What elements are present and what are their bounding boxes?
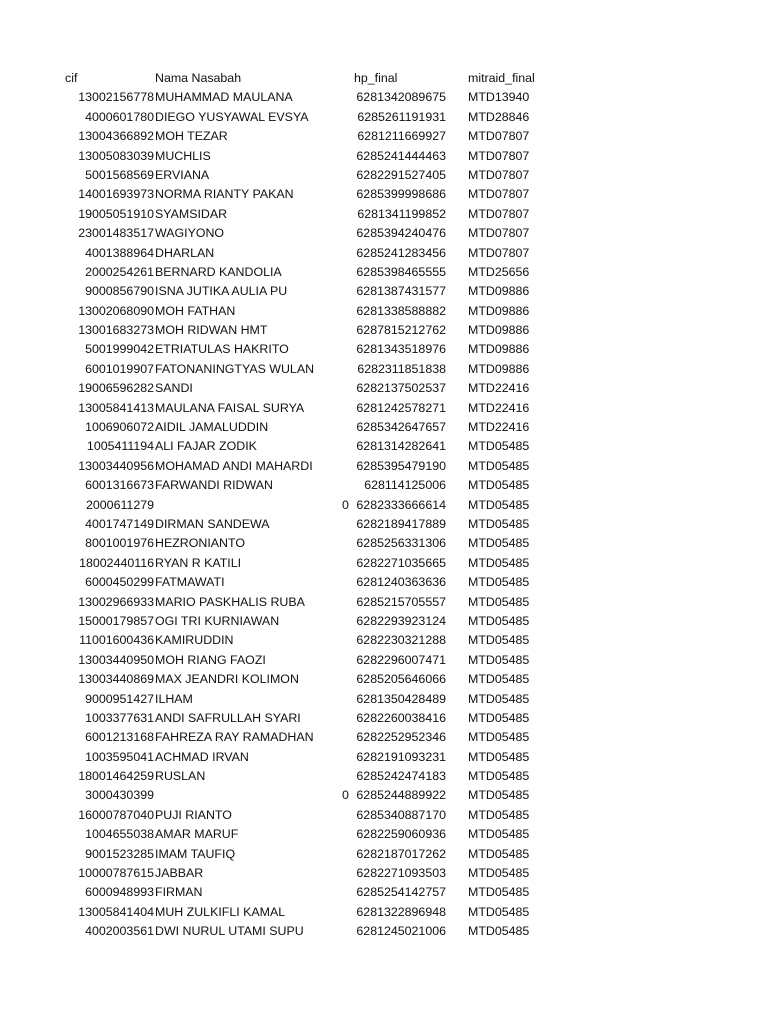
nama-nasabah-cell: AMAR MARUF [155,827,239,842]
hp-final-cell: 6282230321288 [356,633,446,648]
mitraid-final-cell: MTD05485 [468,710,530,725]
table-row [0,147,768,166]
table-row [0,786,768,805]
mitraid-final-cell: MTD05485 [468,924,530,939]
cif-cell: 13002068090 [78,303,154,318]
table-body [0,88,768,941]
cif-cell: 13001683273 [78,323,154,338]
hp-final-cell: 628114125006 [364,478,446,493]
hp-final-cell: 6285342647657 [356,420,446,435]
hp-final-cell: 6282311851838 [357,361,446,376]
cif-cell: 18001464259 [78,769,154,784]
nama-nasabah-cell: MAULANA FAISAL SURYA [155,400,305,415]
cif-cell: 19006596282 [78,381,154,396]
hp-final-cell: 6285398465555 [356,264,446,279]
mitraid-final-cell: MTD09886 [468,323,530,338]
cif-cell: 4001747149 [85,516,154,531]
table-row [0,631,768,650]
mitraid-final-cell: MTD05485 [468,497,530,512]
mitraid-final-cell: MTD05485 [468,904,530,919]
cif-cell: 13005083039 [78,148,154,163]
mitraid-final-cell: MTD22416 [468,400,530,415]
table-row [0,166,768,185]
nama-nasabah-cell: MARIO PASKHALIS RUBA [155,594,305,609]
cif-cell: 5001568569 [85,167,154,182]
hp-final-cell: 6285395479190 [356,458,446,473]
hp-final-cell: 6285399998686 [356,187,446,202]
header-hp-final: hp_final [354,71,398,85]
table-row [0,224,768,243]
hp-final-cell: 6282252952346 [356,730,446,745]
cif-cell: 18002440116 [79,555,154,570]
cif-cell: 1003377631 [85,710,154,725]
cif-cell: 9000951427 [85,691,154,706]
table-row [0,883,768,902]
table-row [0,302,768,321]
table-row [0,418,768,437]
table-row [0,690,768,709]
hp-final-cell: 6281322896948 [356,904,446,919]
cif-cell: 4000601780 [85,109,154,124]
mitraid-final-cell: MTD07807 [468,245,530,260]
customer-table [0,69,768,942]
table-row [0,282,768,301]
mitraid-final-cell: MTD05485 [468,439,530,454]
hp-final-cell: 6285256331306 [356,536,446,551]
nama-nasabah-cell: DHARLAN [155,245,215,260]
hp-final-cell: 6281211669927 [357,129,446,144]
mitraid-final-cell: MTD05485 [468,691,530,706]
mitraid-final-cell: MTD05485 [468,516,530,531]
hp-final-cell: 6282191093231 [356,749,446,764]
hp-final-cell: 6285394240476 [356,226,446,241]
cif-cell: 13005841413 [78,400,154,415]
mitraid-final-cell: MTD22416 [468,420,530,435]
cif-cell: 4001388964 [85,245,154,260]
cif-cell: 9001523285 [85,846,154,861]
cif-cell: 1004655038 [85,827,154,842]
mitraid-final-cell: MTD05485 [468,478,530,493]
nama-nasabah-cell: OGI TRI KURNIAWAN [155,613,280,628]
nama-nasabah-cell: MOH TEZAR [155,129,228,144]
mitraid-final-cell: MTD09886 [468,303,530,318]
mitraid-final-cell: MTD05485 [468,536,530,551]
mitraid-final-cell: MTD05485 [468,730,530,745]
nama-nasabah-cell: IMAM TAUFIQ [155,846,236,861]
cif-cell: 1006906072 [85,420,154,435]
mitraid-final-cell: MTD07807 [468,206,530,221]
hp-final-cell: 6281350428489 [356,691,446,706]
table-row [0,534,768,553]
header-nama-nasabah: Nama Nasabah [155,71,242,85]
hp-final-cell: 6285340887170 [356,807,446,822]
nama-nasabah-cell: FIRMAN [155,885,203,900]
nama-nasabah-cell: MOHAMAD ANDI MAHARDI [155,458,313,473]
hp-final-cell: 6287815212762 [356,323,446,338]
hp-final-cell: 6281314282641 [356,439,446,454]
mitraid-final-cell: MTD05485 [468,458,530,473]
table-row [0,593,768,612]
hp-final-cell: 6282259060936 [356,827,446,842]
hp-final-cell: 6285244889922 [356,788,446,803]
nama-nasabah-cell: DIRMAN SANDEWA [155,516,270,531]
mitraid-final-cell: MTD05485 [468,749,530,764]
mitraid-final-cell: MTD22416 [468,381,530,396]
nama-nasabah-cell: MUCHLIS [155,148,211,163]
cif-cell: 23001483517 [78,226,154,241]
mitraid-final-cell: MTD05485 [468,594,530,609]
table-row [0,922,768,941]
mitraid-final-cell: MTD05485 [468,885,530,900]
nama-nasabah-cell: MUHAMMAD MAULANA [155,90,293,105]
mitraid-final-cell: MTD07807 [468,226,530,241]
nama-nasabah-cell: MUH ZULKIFLI KAMAL [155,904,286,919]
hp-final-cell: 6285241283456 [356,245,446,260]
zero-value-cell: 0 [342,497,349,512]
cif-cell: 13002966933 [78,594,154,609]
nama-nasabah-cell: ACHMAD IRVAN [155,749,249,764]
cif-cell: 13005841404 [78,904,154,919]
cif-cell: 5001999042 [85,342,154,357]
hp-final-cell: 6282271035665 [356,555,446,570]
mitraid-final-cell: MTD05485 [468,652,530,667]
nama-nasabah-cell: ALI FAJAR ZODIK [155,439,257,454]
mitraid-final-cell: MTD28846 [468,109,530,124]
cif-cell: 13004366892 [78,129,154,144]
table-row [0,399,768,418]
hp-final-cell: 6281341199852 [357,206,446,221]
nama-nasabah-cell: MOH FATHAN [155,303,236,318]
nama-nasabah-cell: FATMAWATI [155,575,225,590]
hp-final-cell: 6282293923124 [356,613,446,628]
nama-nasabah-cell: BERNARD KANDOLIA [155,264,282,279]
nama-nasabah-cell: ANDI SAFRULLAH SYARI [155,710,301,725]
hp-final-cell: 6281387431577 [356,284,446,299]
table-row [0,379,768,398]
table-row [0,244,768,263]
table-row [0,767,768,786]
cif-cell: 6000450299 [85,575,154,590]
table-row [0,496,768,515]
mitraid-final-cell: MTD07807 [468,167,530,182]
hp-final-cell: 6282296007471 [356,652,446,667]
hp-final-cell: 6281242578271 [356,400,446,415]
nama-nasabah-cell: ERVIANA [155,167,210,182]
table-row [0,554,768,573]
nama-nasabah-cell: ISNA JUTIKA AULIA PU [155,284,288,299]
mitraid-final-cell: MTD05485 [468,672,530,687]
cif-cell: 1005411194 [86,439,154,454]
table-row [0,825,768,844]
hp-final-cell: 6282189417889 [356,516,446,531]
mitraid-final-cell: MTD05485 [468,807,530,822]
nama-nasabah-cell: MAX JEANDRI KOLIMON [155,672,299,687]
mitraid-final-cell: MTD07807 [468,148,530,163]
nama-nasabah-cell: FARWANDI RIDWAN [155,478,273,493]
mitraid-final-cell: MTD05485 [468,613,530,628]
cif-cell: 4002003561 [85,924,154,939]
nama-nasabah-cell: HEZRONIANTO [155,536,245,551]
hp-final-cell: 6285261191931 [357,109,446,124]
nama-nasabah-cell: FAHREZA RAY RAMADHAN [155,730,314,745]
table-row [0,360,768,379]
nama-nasabah-cell: NORMA RIANTY PAKAN [155,187,294,202]
nama-nasabah-cell: MOH RIANG FAOZI [155,652,266,667]
cif-cell: 6001213168 [85,730,154,745]
table-row [0,728,768,747]
cif-cell: 6001316673 [85,478,154,493]
mitraid-final-cell: MTD09886 [468,361,530,376]
table-row [0,864,768,883]
nama-nasabah-cell: WAGIYONO [155,226,225,241]
table-row [0,476,768,495]
hp-final-cell: 6281343518976 [356,342,446,357]
cif-cell: 6001019907 [85,361,154,376]
mitraid-final-cell: MTD09886 [468,342,530,357]
hp-final-cell: 6285205646066 [356,672,446,687]
cif-cell: 10000787615 [78,866,154,881]
nama-nasabah-cell: SYAMSIDAR [155,206,228,221]
cif-cell: 1003595041 [85,749,154,764]
header-cif: cif [65,71,78,85]
nama-nasabah-cell: ETRIATULAS HAKRITO [155,342,289,357]
table-row [0,515,768,534]
nama-nasabah-cell: RYAN R KATILI [155,555,242,570]
cif-cell: 3000430399 [85,788,154,803]
table-row [0,340,768,359]
mitraid-final-cell: MTD05485 [468,846,530,861]
hp-final-cell: 6282271093503 [356,866,446,881]
mitraid-final-cell: MTD05485 [468,555,530,570]
cif-cell: 19005051910 [78,206,154,221]
table-row [0,806,768,825]
mitraid-final-cell: MTD05485 [468,866,530,881]
table-row [0,127,768,146]
mitraid-final-cell: MTD05485 [468,633,530,648]
cif-cell: 2000611279 [86,497,154,512]
nama-nasabah-cell: DIEGO YUSYAWAL EVSYA [155,109,309,124]
table-row [0,205,768,224]
hp-final-cell: 6285215705557 [356,594,446,609]
mitraid-final-cell: MTD05485 [468,769,530,784]
cif-cell: 16000787040 [78,807,154,822]
table-row [0,651,768,670]
table-row [0,108,768,127]
nama-nasabah-cell: PUJI RIANTO [155,807,232,822]
nama-nasabah-cell: JABBAR [155,866,204,881]
nama-nasabah-cell: FATONANINGTYAS WULAN [155,361,315,376]
table-row [0,457,768,476]
nama-nasabah-cell: MOH RIDWAN HMT [155,323,268,338]
cif-cell: 13003440950 [78,652,154,667]
table-row [0,321,768,340]
hp-final-cell: 6285241444463 [356,148,446,163]
hp-final-cell: 6285242474183 [356,769,446,784]
hp-final-cell: 6282291527405 [356,167,446,182]
nama-nasabah-cell: KAMIRUDDIN [155,633,234,648]
header-mitraid-final: mitraid_final [468,71,535,85]
header-row [0,69,768,88]
cif-cell: 11001600436 [79,633,154,648]
mitraid-final-cell: MTD05485 [468,827,530,842]
mitraid-final-cell: MTD25656 [468,264,530,279]
cif-cell: 13003440869 [78,672,154,687]
table-row [0,573,768,592]
cif-cell: 8001001976 [85,536,154,551]
table-row [0,845,768,864]
hp-final-cell: 6281338588882 [356,303,446,318]
hp-final-cell: 6282333666614 [356,497,446,512]
cif-cell: 6000948993 [85,885,154,900]
hp-final-cell: 6282187017262 [356,846,446,861]
cif-cell: 15000179857 [78,613,154,628]
table-row [0,709,768,728]
table-row [0,612,768,631]
nama-nasabah-cell: SANDI [155,381,193,396]
mitraid-final-cell: MTD13940 [468,90,530,105]
nama-nasabah-cell: ILHAM [155,691,193,706]
table-row [0,185,768,204]
cif-cell: 2000254261 [85,264,154,279]
hp-final-cell: 6281245021006 [356,924,446,939]
hp-final-cell: 6282260038416 [356,710,446,725]
table-row [0,437,768,456]
table-row [0,670,768,689]
table-row [0,903,768,922]
hp-final-cell: 6285254142757 [356,885,446,900]
mitraid-final-cell: MTD05485 [468,788,530,803]
table-row [0,88,768,107]
zero-value-cell: 0 [342,788,349,803]
hp-final-cell: 6281240363636 [356,575,446,590]
mitraid-final-cell: MTD07807 [468,187,530,202]
cif-cell: 9000856790 [85,284,154,299]
mitraid-final-cell: MTD05485 [468,575,530,590]
cif-cell: 14001693973 [78,187,154,202]
cif-cell: 13003440956 [78,458,154,473]
cif-cell: 13002156778 [78,90,154,105]
nama-nasabah-cell: DWI NURUL UTAMI SUPU [155,924,304,939]
table-row [0,263,768,282]
table-row [0,748,768,767]
mitraid-final-cell: MTD09886 [468,284,530,299]
hp-final-cell: 6281342089675 [356,90,446,105]
hp-final-cell: 6282137502537 [356,381,446,396]
nama-nasabah-cell: AIDIL JAMALUDDIN [155,420,269,435]
mitraid-final-cell: MTD07807 [468,129,530,144]
nama-nasabah-cell: RUSLAN [155,769,206,784]
